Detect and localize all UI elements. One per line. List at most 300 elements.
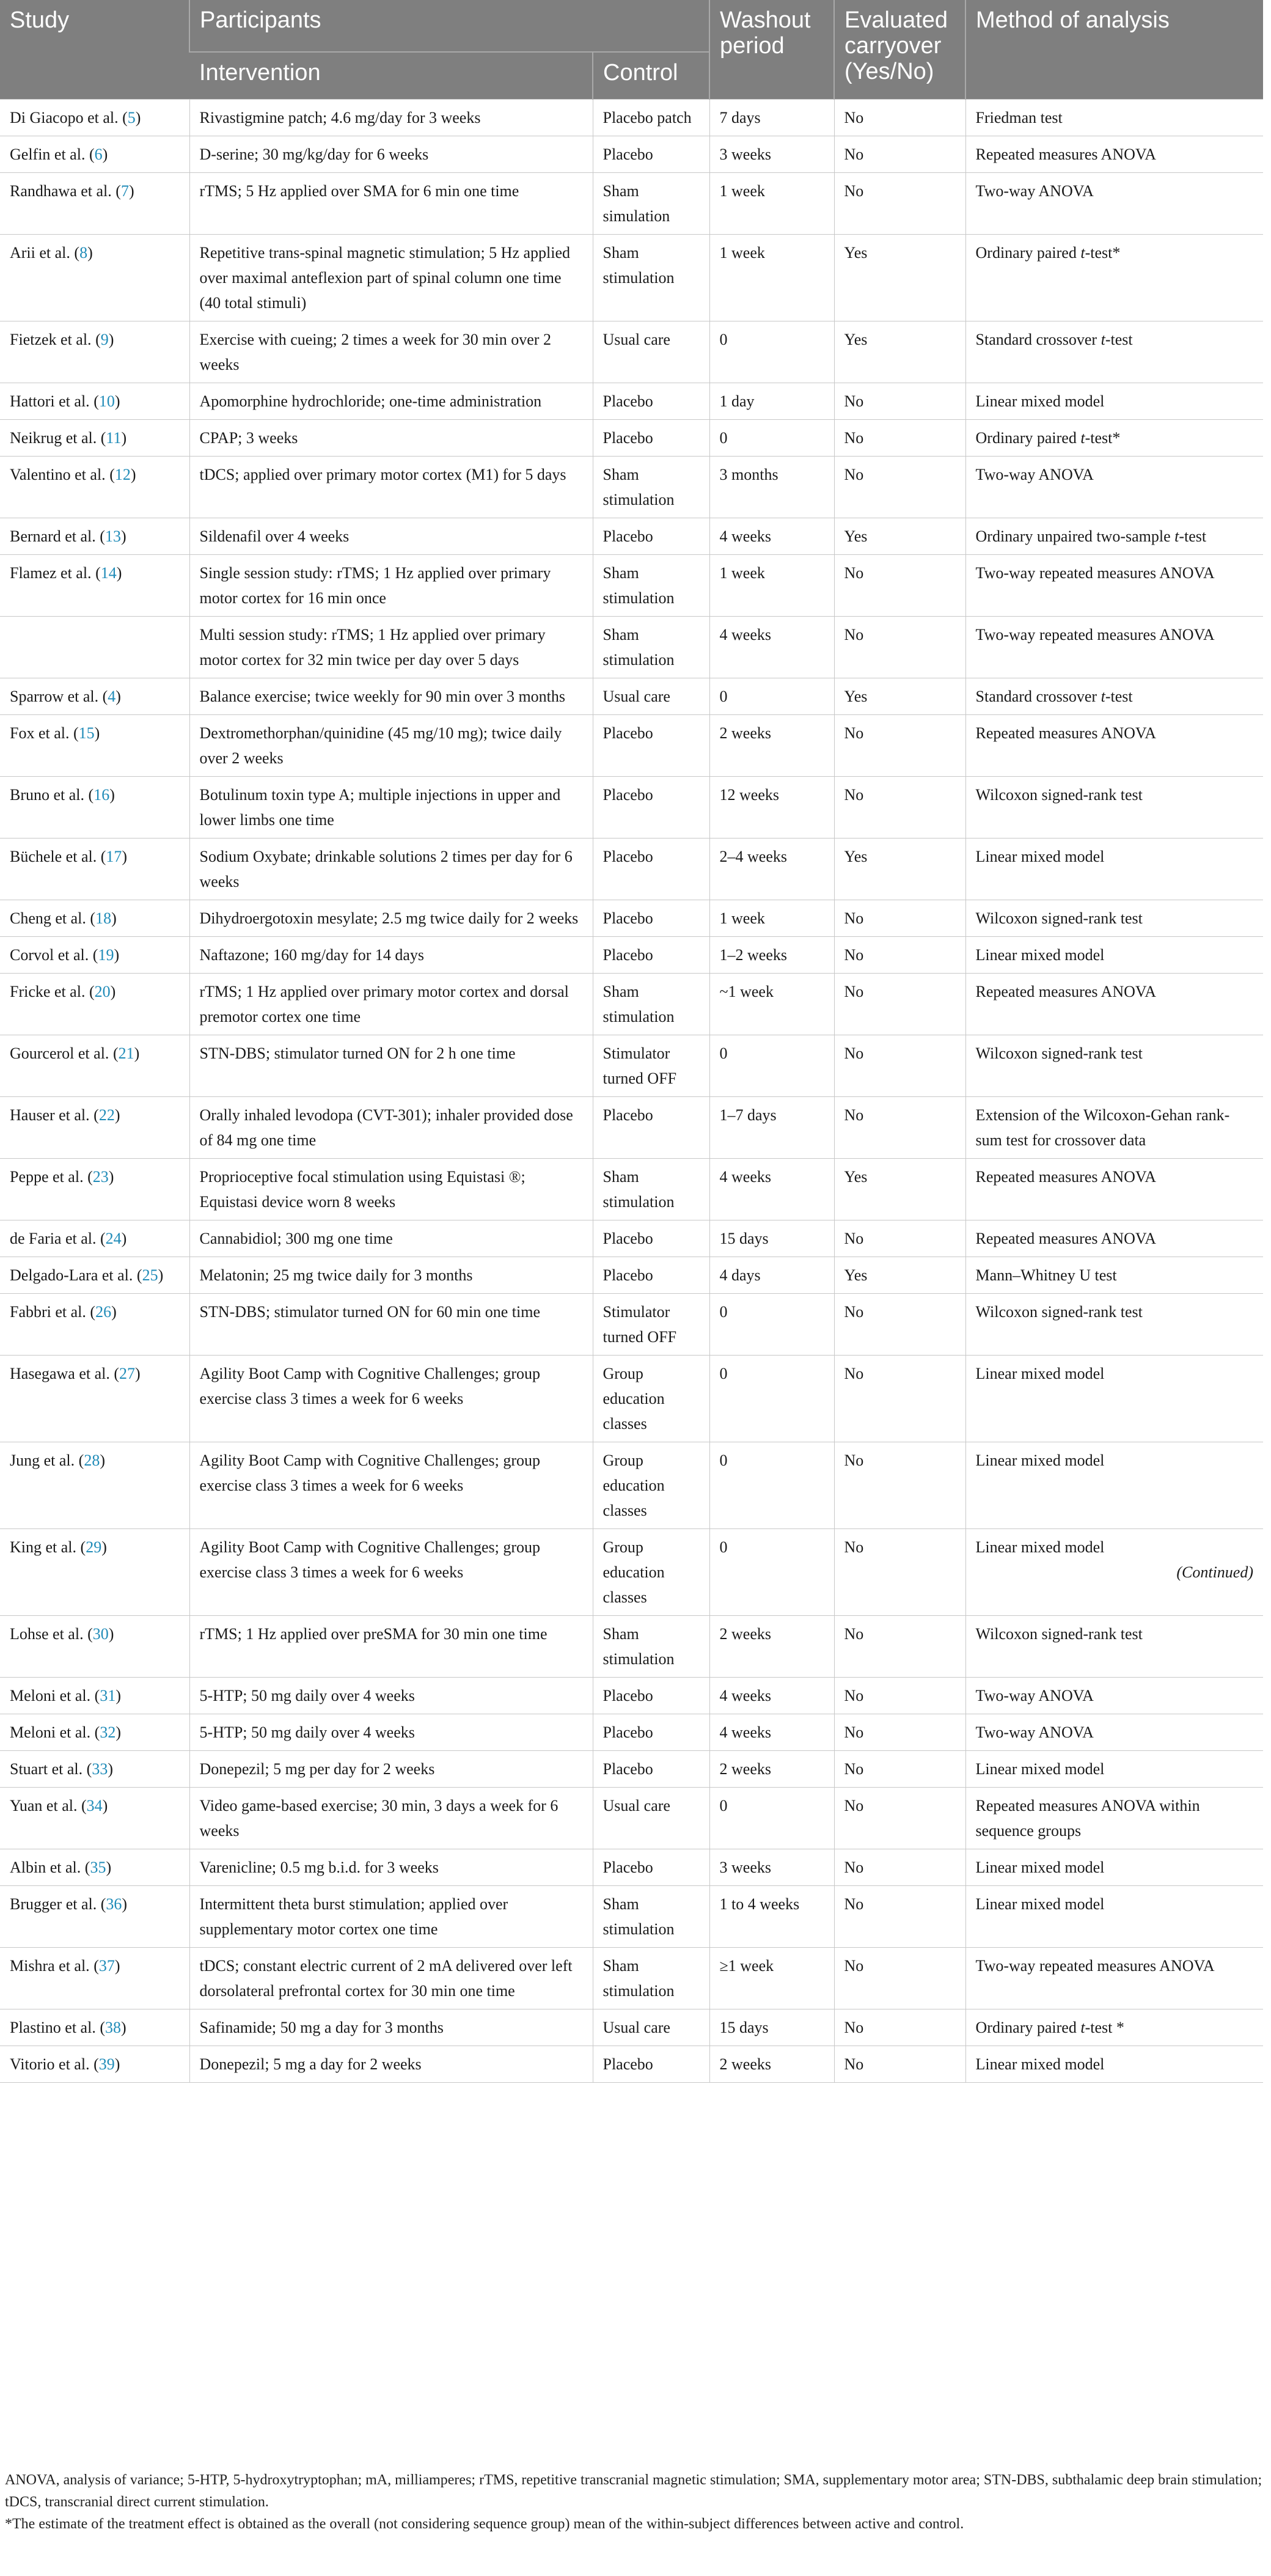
table-row	[0, 1356, 1263, 1442]
reference-link[interactable]: 12	[114, 466, 131, 483]
reference-link[interactable]: 8	[79, 244, 88, 262]
method-text: Standard crossover t-test	[975, 331, 1133, 348]
cell-study: Sparrow et al. (4)	[0, 678, 189, 715]
method-text: Linear mixed model	[975, 1859, 1105, 1876]
cell-method	[965, 1220, 1263, 1257]
abbreviations-note: ANOVA, analysis of variance; 5-HTP, 5-hydroxytryptophan; mA, milliamperes; rTMS, repetitive transcranial magnetic stimulation; SMA, supplementary motor area; STN-DBS, subthalamic deep brain stimulation; tDCS, transcranial direct current stimulation.	[5, 2472, 1262, 2510]
cell-control: Placebo	[593, 838, 709, 900]
reference-link[interactable]: 21	[118, 1044, 134, 1062]
method-text: Repeated measures ANOVA	[975, 145, 1157, 163]
cell-control: Placebo	[593, 383, 709, 420]
cell-intervention: rTMS; 1 Hz applied over primary motor cortex and dorsal premotor cortex one time	[189, 974, 593, 1035]
cell-intervention: Balance exercise; twice weekly for 90 min over 3 months	[189, 678, 593, 715]
cell-method	[965, 1294, 1263, 1356]
reference-link[interactable]: 38	[105, 2019, 121, 2036]
cell-control: Sham stimulation	[593, 617, 709, 678]
cell-study: Fox et al. (15)	[0, 715, 189, 777]
cell-control: Stimulator turned OFF	[593, 1294, 709, 1356]
cell-washout: 2 weeks	[709, 1751, 834, 1788]
cell-control: Usual care	[593, 1788, 709, 1849]
reference-link[interactable]: 39	[98, 2055, 115, 2073]
cell-washout: 1 week	[709, 235, 834, 321]
cell-carryover: No	[834, 1751, 965, 1788]
cell-carryover: Yes	[834, 1159, 965, 1220]
cell-study: Büchele et al. (17)	[0, 838, 189, 900]
cell-study: Vitorio et al. (39)	[0, 2046, 189, 2083]
reference-link[interactable]: 35	[90, 1859, 106, 1876]
cell-carryover: No	[834, 1948, 965, 2009]
cell-method	[965, 838, 1263, 900]
cell-carryover: No	[834, 2009, 965, 2046]
cell-washout: 7 days	[709, 100, 834, 136]
study-name: Meloni et al.	[10, 1723, 91, 1741]
table-row	[0, 1220, 1263, 1257]
cell-intervention: Multi session study: rTMS; 1 Hz applied over primary motor cortex for 32 min twice per day over 5 days	[189, 617, 593, 678]
cell-study: Randhawa et al. (7)	[0, 173, 189, 235]
method-text: Repeated measures ANOVA within sequence groups	[975, 1797, 1200, 1840]
cell-carryover: No	[834, 1035, 965, 1097]
reference-link[interactable]: 9	[100, 331, 109, 348]
cell-study: Brugger et al. (36)	[0, 1886, 189, 1948]
cell-carryover: No	[834, 1616, 965, 1678]
cell-carryover: No	[834, 1294, 965, 1356]
cell-study: Flamez et al. (14)	[0, 555, 189, 617]
cell-intervention: Intermittent theta burst stimulation; applied over supplementary motor cortex one time	[189, 1886, 593, 1948]
reference-link[interactable]: 5	[127, 109, 136, 127]
cell-carryover: No	[834, 937, 965, 974]
cell-intervention: 5-HTP; 50 mg daily over 4 weeks	[189, 1678, 593, 1714]
table-row	[0, 1849, 1263, 1886]
cell-method	[965, 2046, 1263, 2083]
study-name: Flamez et al.	[10, 564, 92, 582]
table-row	[0, 1788, 1263, 1849]
table-row	[0, 900, 1263, 937]
reference-link[interactable]: 27	[119, 1365, 136, 1382]
cell-control: Sham stimulation	[593, 1159, 709, 1220]
method-text: Linear mixed model	[975, 1760, 1105, 1778]
cell-method	[965, 1849, 1263, 1886]
table-row	[0, 937, 1263, 974]
cell-method	[965, 1788, 1263, 1849]
method-text: Friedman test	[975, 109, 1063, 127]
cell-washout: 0	[709, 321, 834, 383]
cell-study: Corvol et al. (19)	[0, 937, 189, 974]
cell-carryover: No	[834, 1788, 965, 1849]
method-text: Ordinary paired t-test *	[975, 2019, 1124, 2036]
cell-washout: 4 days	[709, 1257, 834, 1294]
reference-link[interactable]: 6	[94, 145, 103, 163]
method-text: Linear mixed model	[975, 1895, 1105, 1913]
reference-link[interactable]: 32	[100, 1723, 116, 1741]
table-row	[0, 1529, 1263, 1616]
cell-control: Placebo	[593, 136, 709, 173]
header-participants: Participants	[189, 0, 709, 52]
reference-link[interactable]: 24	[105, 1230, 122, 1247]
cell-carryover: No	[834, 1529, 965, 1616]
cell-carryover: No	[834, 1097, 965, 1159]
method-text: Standard crossover t-test	[975, 688, 1133, 705]
table-row	[0, 173, 1263, 235]
cell-control: Group education classes	[593, 1442, 709, 1529]
cell-washout: 1 week	[709, 555, 834, 617]
reference-link[interactable]: 7	[120, 182, 129, 200]
study-name: Jung et al.	[10, 1451, 75, 1469]
cell-study: Delgado-Lara et al. (25)	[0, 1257, 189, 1294]
cell-intervention: rTMS; 5 Hz applied over SMA for 6 min one time	[189, 173, 593, 235]
header-intervention: Intervention	[189, 52, 593, 100]
table-row	[0, 1159, 1263, 1220]
cell-method	[965, 1356, 1263, 1442]
cell-intervention: Agility Boot Camp with Cognitive Challenges; group exercise class 3 times a week for 6 weeks	[189, 1356, 593, 1442]
cell-method	[965, 974, 1263, 1035]
study-name: Fabbri et al.	[10, 1303, 86, 1321]
cell-method	[965, 1948, 1263, 2009]
study-name: Randhawa et al.	[10, 182, 112, 200]
reference-link[interactable]: 11	[106, 429, 122, 447]
method-text: Ordinary paired t-test*	[975, 244, 1121, 262]
study-name: Büchele et al.	[10, 848, 97, 865]
cell-study: Jung et al. (28)	[0, 1442, 189, 1529]
study-name: Arii et al.	[10, 244, 70, 262]
reference-link[interactable]: 29	[86, 1538, 102, 1556]
study-name: Albin et al.	[10, 1859, 81, 1876]
cell-study: de Faria et al. (24)	[0, 1220, 189, 1257]
reference-link[interactable]: 18	[95, 909, 112, 927]
method-text: Two-way ANOVA	[975, 1687, 1094, 1704]
cell-washout: 2 weeks	[709, 715, 834, 777]
header-method: Method of analysis	[965, 0, 1263, 100]
study-name: Corvol et al.	[10, 946, 89, 964]
header-control: Control	[593, 52, 709, 100]
cell-method	[965, 100, 1263, 136]
cell-intervention: Sodium Oxybate; drinkable solutions 2 times per day for 6 weeks	[189, 838, 593, 900]
cell-study: Gelfin et al. (6)	[0, 136, 189, 173]
cell-washout: 3 weeks	[709, 1849, 834, 1886]
cell-control: Placebo	[593, 1849, 709, 1886]
cell-intervention: rTMS; 1 Hz applied over preSMA for 30 min one time	[189, 1616, 593, 1678]
cell-control: Placebo	[593, 1257, 709, 1294]
cell-method	[965, 321, 1263, 383]
cell-intervention: Varenicline; 0.5 mg b.i.d. for 3 weeks	[189, 1849, 593, 1886]
cell-intervention: Naftazone; 160 mg/day for 14 days	[189, 937, 593, 974]
cell-study: Fabbri et al. (26)	[0, 1294, 189, 1356]
cell-study: Stuart et al. (33)	[0, 1751, 189, 1788]
cell-carryover: No	[834, 173, 965, 235]
reference-link[interactable]: 17	[106, 848, 122, 865]
cell-carryover: No	[834, 974, 965, 1035]
study-name: Hattori et al.	[10, 392, 90, 410]
method-text: Linear mixed model	[975, 1538, 1105, 1556]
cell-washout: 1 to 4 weeks	[709, 1886, 834, 1948]
reference-link[interactable]: 31	[100, 1687, 116, 1704]
table-row	[0, 1886, 1263, 1948]
cell-method	[965, 457, 1263, 518]
header-washout: Washout period	[709, 0, 834, 100]
cell-control: Stimulator turned OFF	[593, 1035, 709, 1097]
reference-link[interactable]: 34	[86, 1797, 103, 1815]
cell-washout: 1 day	[709, 383, 834, 420]
cell-intervention: Cannabidiol; 300 mg one time	[189, 1220, 593, 1257]
table-row	[0, 838, 1263, 900]
cell-washout: 4 weeks	[709, 1159, 834, 1220]
reference-link[interactable]: 33	[92, 1760, 108, 1778]
cell-study: Fietzek et al. (9)	[0, 321, 189, 383]
cell-control: Placebo	[593, 1220, 709, 1257]
cell-washout: 2 weeks	[709, 1616, 834, 1678]
table-body	[0, 100, 1263, 2083]
cell-intervention: Agility Boot Camp with Cognitive Challenges; group exercise class 3 times a week for 6 weeks	[189, 1442, 593, 1529]
cell-control: Placebo patch	[593, 100, 709, 136]
cell-study: Mishra et al. (37)	[0, 1948, 189, 2009]
cell-washout: 0	[709, 1294, 834, 1356]
method-text: Repeated measures ANOVA	[975, 724, 1157, 742]
cell-study: Neikrug et al. (11)	[0, 420, 189, 457]
cell-method	[965, 617, 1263, 678]
cell-method	[965, 1529, 1263, 1616]
cell-method	[965, 1035, 1263, 1097]
cell-method	[965, 715, 1263, 777]
table-row	[0, 100, 1263, 136]
cell-control: Sham stimulation	[593, 974, 709, 1035]
reference-link[interactable]: 28	[84, 1451, 100, 1469]
table-row	[0, 1294, 1263, 1356]
cell-carryover: No	[834, 100, 965, 136]
cell-intervention: STN-DBS; stimulator turned ON for 60 min one time	[189, 1294, 593, 1356]
cell-carryover: No	[834, 555, 965, 617]
cell-control: Placebo	[593, 518, 709, 555]
table-row	[0, 1751, 1263, 1788]
cell-carryover: No	[834, 617, 965, 678]
cell-study: Yuan et al. (34)	[0, 1788, 189, 1849]
reference-link[interactable]: 19	[98, 946, 114, 964]
header-study: Study	[0, 0, 189, 100]
study-name: Bernard et al.	[10, 527, 96, 545]
cell-washout: 0	[709, 1356, 834, 1442]
reference-link[interactable]: 36	[106, 1895, 122, 1913]
cell-carryover: No	[834, 1356, 965, 1442]
method-text: Linear mixed model	[975, 2055, 1105, 2073]
cell-washout: 3 weeks	[709, 136, 834, 173]
cell-study: Albin et al. (35)	[0, 1849, 189, 1886]
cell-method	[965, 1616, 1263, 1678]
cell-method	[965, 937, 1263, 974]
reference-link[interactable]: 16	[93, 786, 110, 804]
study-name: Delgado-Lara et al.	[10, 1266, 133, 1284]
cell-washout: 0	[709, 1529, 834, 1616]
cell-intervention: tDCS; constant electric current of 2 mA delivered over left dorsolateral prefrontal cortex for 30 min one time	[189, 1948, 593, 2009]
cell-control: Sham stimulation	[593, 1886, 709, 1948]
cell-carryover: No	[834, 900, 965, 937]
cell-carryover: Yes	[834, 1257, 965, 1294]
reference-link[interactable]: 10	[98, 392, 115, 410]
study-name: Neikrug et al.	[10, 429, 97, 447]
reference-link[interactable]: 23	[92, 1168, 109, 1186]
table-row	[0, 1097, 1263, 1159]
cell-washout: 4 weeks	[709, 1678, 834, 1714]
cell-method	[965, 235, 1263, 321]
cell-carryover: Yes	[834, 235, 965, 321]
method-text: Wilcoxon signed-rank test	[975, 1044, 1143, 1062]
study-name: Brugger et al.	[10, 1895, 97, 1913]
cell-washout: 2 weeks	[709, 2046, 834, 2083]
cell-control: Placebo	[593, 777, 709, 838]
method-text: Linear mixed model	[975, 1365, 1105, 1382]
cell-control: Placebo	[593, 1714, 709, 1751]
cell-study: Hattori et al. (10)	[0, 383, 189, 420]
cell-carryover: No	[834, 1678, 965, 1714]
method-text: Wilcoxon signed-rank test	[975, 1625, 1143, 1643]
cell-carryover: Yes	[834, 321, 965, 383]
cell-intervention: Donepezil; 5 mg per day for 2 weeks	[189, 1751, 593, 1788]
cell-intervention: Agility Boot Camp with Cognitive Challenges; group exercise class 3 times a week for 6 weeks	[189, 1529, 593, 1616]
reference-link[interactable]: 22	[98, 1106, 115, 1124]
cell-control: Group education classes	[593, 1356, 709, 1442]
method-text: Repeated measures ANOVA	[975, 1168, 1157, 1186]
cell-carryover: No	[834, 1849, 965, 1886]
cell-method	[965, 1886, 1263, 1948]
cell-control: Sham stimulation	[593, 235, 709, 321]
cell-control: Placebo	[593, 1678, 709, 1714]
cell-study: Cheng et al. (18)	[0, 900, 189, 937]
study-name: Gelfin et al.	[10, 145, 86, 163]
cell-intervention: Repetitive trans-spinal magnetic stimulation; 5 Hz applied over maximal anteflexion part of spinal column one time (40 total stimuli)	[189, 235, 593, 321]
cell-control: Sham stimulation	[593, 1616, 709, 1678]
cell-method	[965, 1257, 1263, 1294]
cell-carryover: No	[834, 383, 965, 420]
cell-study: Bruno et al. (16)	[0, 777, 189, 838]
cell-method	[965, 1442, 1263, 1529]
cell-intervention: D-serine; 30 mg/kg/day for 6 weeks	[189, 136, 593, 173]
cell-method	[965, 777, 1263, 838]
reference-link[interactable]: 14	[100, 564, 117, 582]
cell-intervention: Proprioceptive focal stimulation using Equistasi ®; Equistasi device worn 8 weeks	[189, 1159, 593, 1220]
table-row	[0, 1616, 1263, 1678]
reference-link[interactable]: 37	[98, 1957, 115, 1975]
reference-link[interactable]: 4	[108, 688, 116, 705]
cell-study: King et al. (29)	[0, 1529, 189, 1616]
table-row	[0, 715, 1263, 777]
cell-control: Placebo	[593, 1097, 709, 1159]
cell-control: Placebo	[593, 937, 709, 974]
table-row	[0, 678, 1263, 715]
study-name: Lohse et al.	[10, 1625, 84, 1643]
table-row	[0, 1714, 1263, 1751]
reference-link[interactable]: 25	[142, 1266, 158, 1284]
cell-carryover: No	[834, 136, 965, 173]
table-row	[0, 457, 1263, 518]
cell-method	[965, 420, 1263, 457]
study-name: Vitorio et al.	[10, 2055, 90, 2073]
reference-link[interactable]: 26	[95, 1303, 112, 1321]
table-row	[0, 555, 1263, 617]
table-footnotes	[0, 2469, 1269, 2535]
cell-washout: 2–4 weeks	[709, 838, 834, 900]
cell-washout: 3 months	[709, 457, 834, 518]
cell-method	[965, 518, 1263, 555]
cell-study: Meloni et al. (31)	[0, 1678, 189, 1714]
reference-link[interactable]: 30	[92, 1625, 109, 1643]
asterisk-note: *The estimate of the treatment effect is obtained as the overall (not considering sequence group) mean of the within-subject differences between active and control.	[5, 2516, 964, 2532]
study-name: Cheng et al.	[10, 909, 86, 927]
method-text: Wilcoxon signed-rank test	[975, 1303, 1143, 1321]
cell-control: Placebo	[593, 900, 709, 937]
method-text: Two-way repeated measures ANOVA	[975, 626, 1215, 644]
study-name: Peppe et al.	[10, 1168, 84, 1186]
method-text: Two-way ANOVA	[975, 466, 1094, 483]
study-name: de Faria et al.	[10, 1230, 97, 1247]
table-row	[0, 1257, 1263, 1294]
study-name: Stuart et al.	[10, 1760, 83, 1778]
table-row	[0, 383, 1263, 420]
method-text: Two-way repeated measures ANOVA	[975, 1957, 1215, 1975]
cell-washout: ≥1 week	[709, 1948, 834, 2009]
cell-control: Usual care	[593, 321, 709, 383]
cell-method	[965, 383, 1263, 420]
table-row	[0, 1678, 1263, 1714]
cell-study: Hasegawa et al. (27)	[0, 1356, 189, 1442]
cell-intervention: Melatonin; 25 mg twice daily for 3 months	[189, 1257, 593, 1294]
study-name: Valentino et al.	[10, 466, 106, 483]
method-text: Ordinary unpaired two-sample t-test	[975, 527, 1207, 545]
method-text: Mann–Whitney U test	[975, 1266, 1117, 1284]
cell-study: Plastino et al. (38)	[0, 2009, 189, 2046]
cell-control: Sham simulation	[593, 173, 709, 235]
cell-washout: 4 weeks	[709, 518, 834, 555]
method-text: Ordinary paired t-test*	[975, 429, 1121, 447]
table-row	[0, 2046, 1263, 2083]
cell-intervention: 5-HTP; 50 mg daily over 4 weeks	[189, 1714, 593, 1751]
study-name: Yuan et al.	[10, 1797, 78, 1815]
cell-study: Hauser et al. (22)	[0, 1097, 189, 1159]
cell-carryover: No	[834, 715, 965, 777]
cell-washout: 12 weeks	[709, 777, 834, 838]
cell-control: Usual care	[593, 678, 709, 715]
reference-link[interactable]: 20	[94, 983, 111, 1000]
cell-control: Usual care	[593, 2009, 709, 2046]
study-name: Plastino et al.	[10, 2019, 96, 2036]
study-name: Mishra et al.	[10, 1957, 90, 1975]
cell-study	[0, 617, 189, 678]
reference-link[interactable]: 15	[78, 724, 95, 742]
method-text: Wilcoxon signed-rank test	[975, 909, 1143, 927]
cell-control: Placebo	[593, 2046, 709, 2083]
continued-label: (Continued)	[1176, 1563, 1254, 1581]
table-row	[0, 617, 1263, 678]
method-text: Two-way repeated measures ANOVA	[975, 564, 1215, 582]
cell-washout: 0	[709, 678, 834, 715]
header-carryover: Evaluated carryover (Yes/No)	[834, 0, 965, 100]
table-row	[0, 420, 1263, 457]
method-text: Linear mixed model	[975, 1451, 1105, 1469]
cell-intervention: Donepezil; 5 mg a day for 2 weeks	[189, 2046, 593, 2083]
cell-washout: 1–7 days	[709, 1097, 834, 1159]
study-name: Sparrow et al.	[10, 688, 99, 705]
cell-washout: 4 weeks	[709, 617, 834, 678]
cell-washout: 15 days	[709, 1220, 834, 1257]
cell-carryover: No	[834, 1886, 965, 1948]
cell-intervention: Sildenafil over 4 weeks	[189, 518, 593, 555]
study-name: Di Giacopo et al.	[10, 109, 119, 127]
method-text: Repeated measures ANOVA	[975, 1230, 1157, 1247]
cell-carryover: No	[834, 457, 965, 518]
cell-study: Bernard et al. (13)	[0, 518, 189, 555]
cell-method	[965, 1159, 1263, 1220]
table-row	[0, 518, 1263, 555]
method-text: Linear mixed model	[975, 946, 1105, 964]
cell-method	[965, 678, 1263, 715]
reference-link[interactable]: 13	[104, 527, 121, 545]
table-row	[0, 235, 1263, 321]
